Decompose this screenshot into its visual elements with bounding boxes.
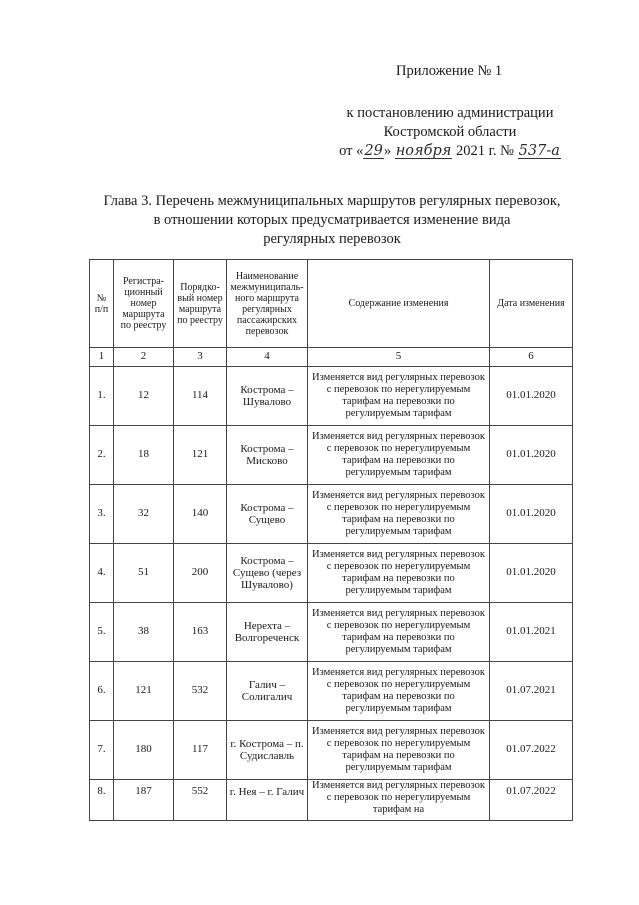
change-description: Изменяется вид регулярных перевозок с перевозок по нерегулируемым тарифам на перевозки по регулируемым тарифам [308, 721, 490, 780]
table-row [90, 721, 573, 780]
route-name: Галич – Солигалич [227, 662, 308, 721]
column-number: 2 [114, 348, 174, 367]
change-description: Изменяется вид регулярных перевозок с перевозок по нерегулируемым тарифам на перевозки по регулируемым тарифам [308, 544, 490, 603]
column-header: Порядко-вый номер маршрута по реестру [174, 260, 227, 348]
row-number: 3. [90, 485, 114, 544]
change-description: Изменяется вид регулярных перевозок с перевозок по нерегулируемым тарифам на перевозки по регулируемым тарифам [308, 662, 490, 721]
registration-number: 51 [114, 544, 174, 603]
table-row [90, 662, 573, 721]
change-description: Изменяется вид регулярных перевозок с перевозок по нерегулируемым тарифам на перевозки по регулируемым тарифам [308, 603, 490, 662]
column-number: 4 [227, 348, 308, 367]
change-date: 01.01.2020 [490, 544, 573, 603]
change-date: 01.01.2021 [490, 603, 573, 662]
change-description: Изменяется вид регулярных перевозок с перевозок по нерегулируемым тарифам на перевозки по регулируемым тарифам [308, 426, 490, 485]
table-row [90, 780, 573, 821]
change-date: 01.01.2020 [490, 426, 573, 485]
heading-line-3: регулярных перевозок [263, 231, 401, 247]
table-header-row [90, 260, 573, 348]
order-number: 163 [174, 603, 227, 662]
order-number: 121 [174, 426, 227, 485]
column-number-row [90, 348, 573, 367]
route-name: Кострома – Мисково [227, 426, 308, 485]
column-header: Регистра-ционный номер маршрута по реестру [114, 260, 174, 348]
column-number: 5 [308, 348, 490, 367]
row-number: 8. [90, 780, 114, 821]
column-number: 3 [174, 348, 227, 367]
route-name: Кострома – Сущево [227, 485, 308, 544]
decree-line-1: к постановлению администрации [346, 105, 554, 121]
change-description: Изменяется вид регулярных перевозок с перевозок по нерегулируемым тарифам на [308, 780, 490, 821]
table-row [90, 544, 573, 603]
registration-number: 180 [114, 721, 174, 780]
column-number: 1 [90, 348, 114, 367]
date-mid: » [383, 143, 392, 159]
table-row [90, 603, 573, 662]
heading-line-1: Глава 3. Перечень межмуниципальных маршрутов регулярных перевозок, [103, 193, 561, 209]
registration-number: 121 [114, 662, 174, 721]
change-description: Изменяется вид регулярных перевозок с перевозок по нерегулируемым тарифам на перевозки по регулируемым тарифам [308, 485, 490, 544]
decree-line-2: Костромской области [383, 124, 517, 140]
column-header: Наименование межмуниципаль-ного маршрута регулярных пассажирских перевозок [227, 260, 308, 348]
route-name: г. Нея – г. Галич [227, 780, 308, 821]
route-name: Кострома – Шувалово [227, 367, 308, 426]
change-date: 01.07.2022 [490, 780, 573, 821]
handwritten-decree-number: 537-а [518, 143, 560, 159]
table-row [90, 485, 573, 544]
handwritten-day: 29 [364, 143, 383, 159]
column-header: Содержание изменения [308, 260, 490, 348]
handwritten-month: ноября [395, 143, 452, 159]
column-header: Дата изменения [490, 260, 573, 348]
route-name: г. Кострома – п. Судиславль [227, 721, 308, 780]
route-name: Нерехта – Волгореченск [227, 603, 308, 662]
registration-number: 32 [114, 485, 174, 544]
column-number: 6 [490, 348, 573, 367]
table-row [90, 426, 573, 485]
order-number: 552 [174, 780, 227, 821]
row-number: 1. [90, 367, 114, 426]
change-date: 01.07.2022 [490, 721, 573, 780]
order-number: 114 [174, 367, 227, 426]
registration-number: 12 [114, 367, 174, 426]
appendix-title: Приложение № 1 [396, 63, 503, 79]
order-number: 200 [174, 544, 227, 603]
order-number: 140 [174, 485, 227, 544]
heading-line-2: в отношении которых предусматривается изменение вида [153, 212, 511, 228]
row-number: 6. [90, 662, 114, 721]
change-description: Изменяется вид регулярных перевозок с перевозок по нерегулируемым тарифам на перевозки по регулируемым тарифам [308, 367, 490, 426]
row-number: 7. [90, 721, 114, 780]
order-number: 117 [174, 721, 227, 780]
table-row [90, 367, 573, 426]
change-date: 01.01.2020 [490, 367, 573, 426]
row-number: 2. [90, 426, 114, 485]
chapter-heading [60, 192, 604, 249]
registration-number: 38 [114, 603, 174, 662]
route-name: Кострома – Сущево (через Шувалово) [227, 544, 308, 603]
date-prefix: от « [339, 143, 364, 159]
row-number: 4. [90, 544, 114, 603]
column-header: № п/п [90, 260, 114, 348]
registration-number: 187 [114, 780, 174, 821]
registration-number: 18 [114, 426, 174, 485]
order-number: 532 [174, 662, 227, 721]
date-year: 2021 г. № [455, 143, 515, 159]
change-date: 01.07.2021 [490, 662, 573, 721]
decree-reference [300, 104, 600, 161]
change-date: 01.01.2020 [490, 485, 573, 544]
decree-date-line [300, 142, 600, 161]
row-number: 5. [90, 603, 114, 662]
routes-table [89, 259, 573, 821]
